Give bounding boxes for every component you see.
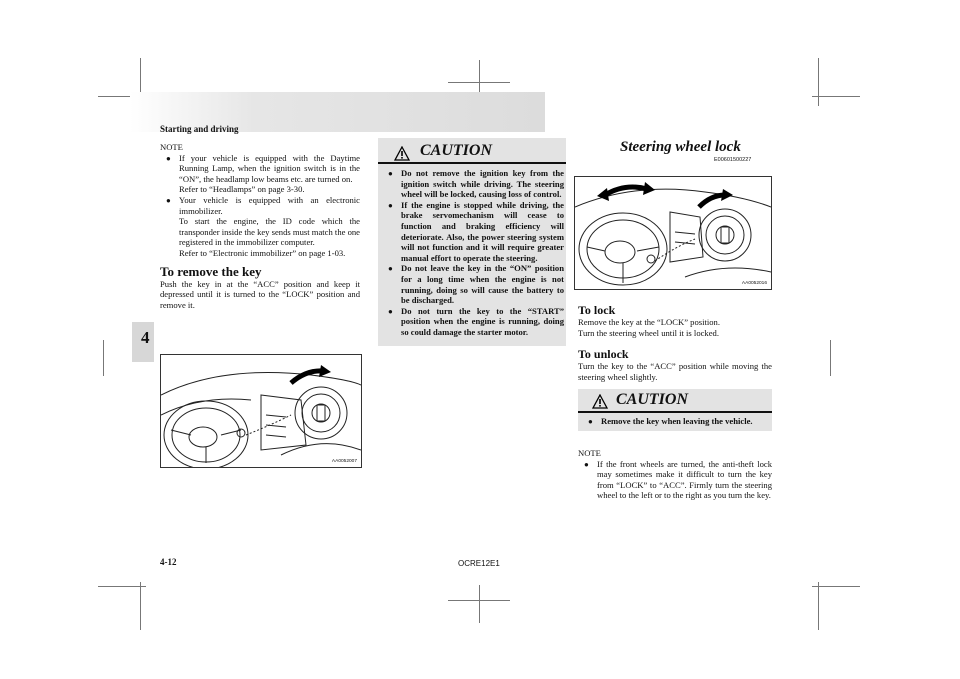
to-lock-body: Remove the key at the “LOCK” position. Turn the steering wheel until it is locked. bbox=[578, 317, 721, 338]
remove-key-heading: To remove the key bbox=[160, 263, 262, 279]
caution-title: CAUTION bbox=[616, 391, 689, 408]
to-unlock-body: Turn the key to the “ACC” position while moving the steering wheel slightly. bbox=[578, 361, 772, 382]
warning-icon bbox=[592, 394, 608, 409]
caution-item: ● Remove the key when leaving the vehicle. bbox=[588, 416, 753, 426]
caution-rule bbox=[378, 162, 566, 164]
section-title: Starting and driving bbox=[160, 124, 239, 134]
caution-item: ● Do not leave the key in the “ON” position for a long time when the engine is not running, doing so will cause the battery to be discharged. bbox=[388, 263, 564, 306]
right-note bbox=[578, 448, 772, 501]
left-column bbox=[160, 142, 360, 310]
page-number: 4-12 bbox=[160, 557, 177, 567]
note-label: NOTE bbox=[578, 448, 601, 458]
bullet-icon: ● bbox=[584, 459, 589, 469]
steering-lock-figure bbox=[574, 176, 772, 290]
figure-code: AA0052016 bbox=[741, 281, 767, 286]
caution-rule bbox=[578, 411, 772, 413]
steering-illustration bbox=[575, 177, 771, 289]
note-item: ● If the front wheels are turned, the anti-theft lock may sometimes make it difficult to turn the key from “LOCK” to “ACC”. Firmly turn the steering wheel to the left or to the right as you turn the key. bbox=[584, 458, 772, 501]
bullet-icon: ● bbox=[388, 200, 393, 210]
note-label: NOTE bbox=[160, 142, 183, 152]
bullet-icon: ● bbox=[388, 169, 393, 178]
to-lock-heading: To lock bbox=[578, 303, 616, 317]
caution-item: ● Do not remove the ignition key from the ignition switch while driving. The steering wheel will be locked, causing loss of control. bbox=[388, 168, 564, 200]
bullet-icon: ● bbox=[166, 195, 171, 205]
caution-box bbox=[378, 138, 566, 346]
lock-section bbox=[578, 304, 772, 382]
caution-item: ● Do not turn the key to the “START” position when the engine is running, doing so could damage the starter motor. bbox=[388, 305, 564, 337]
caution-item: ● If the engine is stopped while driving, the brake servomechanism will cease to function and braking efficiency will deteriorate. Also, the power steering system will not function and it will require greater manual effort to operate the steering. bbox=[388, 199, 564, 263]
caution-list bbox=[382, 168, 564, 338]
note-item: ● If your vehicle is equipped with the Daytime Running Lamp, when the ignition switch is in the “ON”, the headlamp low beams etc. are turned on. Refer to “Headlamps” on page 3-30. bbox=[166, 152, 360, 195]
chapter-number: 4 bbox=[141, 328, 150, 347]
bullet-icon: ● bbox=[388, 264, 393, 274]
note-item: ● Your vehicle is equipped with an electronic immobilizer. To start the engine, the ID code which the transponder inside the key sends must match the one registered in the immobilizer computer. Refer to “Electronic immobilizer” on page 1-03. bbox=[166, 194, 360, 258]
bullet-icon: ● bbox=[166, 153, 171, 163]
caution-box-right bbox=[578, 389, 772, 431]
document-code: OCRE12E1 bbox=[458, 559, 500, 568]
warning-icon bbox=[394, 146, 410, 161]
ignition-figure bbox=[160, 354, 362, 468]
steering-lock-code: E00601500227 bbox=[714, 157, 752, 163]
caution-title: CAUTION bbox=[420, 142, 493, 159]
remove-key-body: Push the key in at the “ACC” position and keep it depressed until it is turned to the “LOCK” position and remove it. bbox=[160, 278, 360, 310]
steering-lock-title: Steering wheel lock bbox=[620, 139, 741, 155]
to-unlock-heading: To unlock bbox=[578, 347, 629, 362]
bullet-icon: ● bbox=[388, 306, 393, 316]
dashboard-illustration bbox=[161, 355, 361, 467]
bullet-icon: ● bbox=[588, 417, 593, 426]
figure-code: AA0052007 bbox=[331, 459, 357, 464]
